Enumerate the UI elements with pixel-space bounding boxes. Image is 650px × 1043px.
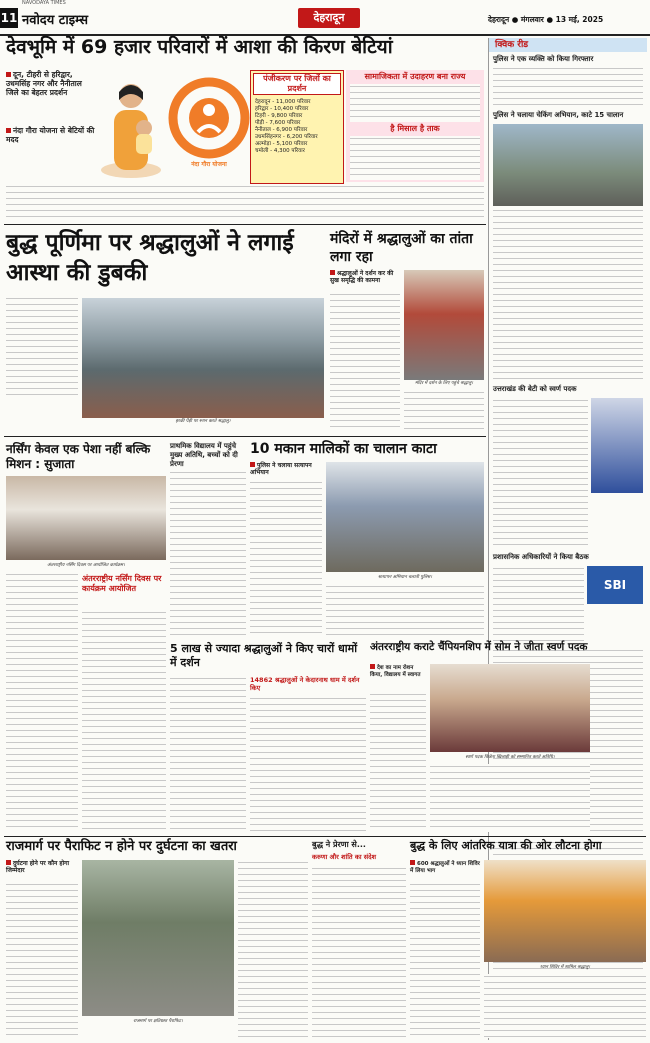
- buddha2-subhead: करुणा और शांति का संदेश: [312, 853, 377, 861]
- box-subtitle: है मिसाल है ताक: [390, 124, 440, 133]
- temples-caption: मंदिर में दर्शन के लिए पहुंचे श्रद्धालु।: [415, 381, 473, 386]
- buddha-photo: [82, 298, 324, 418]
- landlords-caption: सत्यापन अभियान चलाती पुलिस।: [378, 575, 432, 580]
- buddha2-headline: बुद्ध ने प्रेरणा से...: [312, 840, 366, 849]
- school-headline: प्राथमिक विद्यालय में पहुंचे मुख्य अतिथि, बच्चों को दी प्रेरणा: [170, 442, 238, 468]
- sidebar-body-4: [493, 566, 584, 646]
- temples-headline: मंदिरों में श्रद्धालुओं का तांता लगा रहा: [330, 231, 473, 265]
- district-row: पौड़ी - 7,600 परिवार: [255, 120, 301, 126]
- landlords-subhead: पुलिस ने चलाया सत्यापन अभियान: [250, 462, 312, 476]
- yatra-body-2: [484, 974, 646, 1038]
- buddha-caption: हरकी पैड़ी पर स्नान करते श्रद्धालु।: [175, 419, 231, 424]
- sidebar-item-3: उत्तराखंड की बेटी को स्वर्ण पदक: [493, 385, 577, 393]
- logo-caption: नंदा गौरा योजना: [191, 161, 227, 168]
- nursing-subhead: अंतरराष्ट्रीय नर्सिंग दिवस पर कार्यक्रम आयोजित: [82, 574, 162, 593]
- sidebar-body-3: [493, 398, 588, 548]
- buddha-headline: बुद्ध पूर्णिमा पर श्रद्धालुओं ने लगाई आस्था की डुबकी: [6, 230, 294, 286]
- karate-body: [370, 692, 426, 832]
- district-row: अल्मोड़ा - 5,100 परिवार: [255, 141, 308, 147]
- top-story-bullet-1: दून, टीहरी से हरिद्वार, उधमसिंह नगर और नैनीताल जिले का बेहतर प्रदर्शन: [6, 70, 82, 97]
- divider: [4, 436, 486, 437]
- landlords-body: [250, 480, 322, 638]
- karate-subhead: देश का नाम रोशन किया, विद्यालय में स्वागत: [370, 665, 421, 678]
- masthead: [0, 0, 650, 36]
- nursing-body-1: [6, 572, 78, 832]
- district-row: देहरादून - 11,000 परिवार: [255, 99, 311, 105]
- landlords-body-2: [326, 584, 484, 638]
- sidebar-photo-street: [493, 124, 643, 206]
- road-subhead: दुर्घटना होने पर कौन होगा जिम्मेदार: [6, 860, 70, 874]
- mother-illustration: [96, 70, 166, 180]
- dham-body-1: [170, 676, 246, 832]
- dham-headline: 5 लाख से ज्यादा श्रद्धालुओं ने किए चारों धामों में दर्शन: [170, 642, 358, 669]
- nursing-body-2: [82, 610, 166, 832]
- yatra-subhead: 600 श्रद्धालुओं ने ध्यान शिविर में लिया भाग: [410, 861, 480, 874]
- sidebar-item-1: पुलिस ने एक व्यक्ति को किया गिरफ्तार: [493, 55, 594, 63]
- road-caption: राजमार्ग पर क्षतिग्रस्त पैराफिट।: [133, 1019, 183, 1024]
- dateline: देहरादून ● मंगलवार ● 13 मई, 2025: [488, 15, 604, 24]
- sidebar-body-2: [493, 208, 643, 380]
- district-row: चमोली - 4,300 परिवार: [255, 148, 305, 154]
- nursing-photo: [6, 476, 166, 560]
- yatra-photo: [484, 860, 646, 962]
- road-headline: राजमार्ग पर पैराफिट न होने पर दुर्घटना का खतरा: [6, 839, 237, 854]
- registration-box: [250, 70, 344, 184]
- top-story-body: [6, 184, 484, 222]
- temples-subhead: श्रद्धालुओं ने दर्शन कर की सुख समृद्धि की कामना: [330, 270, 394, 284]
- yatra-headline: बुद्ध के लिए आंतरिक यात्रा की ओर लौटना होगा: [410, 839, 602, 852]
- box-title: सामाजिकता में उदाहरण बना राज्य: [364, 72, 466, 81]
- brand-tag: NAVODAYA TIMES: [22, 0, 66, 6]
- nursing-caption: अंतरराष्ट्रीय नर्सिंग दिवस पर आयोजित कार्यक्रम।: [47, 563, 125, 568]
- karate-photo: [430, 664, 590, 752]
- sidebar-photo-athlete: [591, 398, 643, 493]
- sbi-logo: SBI: [587, 566, 643, 604]
- district-row: हरिद्वार - 10,400 परिवार: [255, 106, 309, 112]
- road-body-2: [238, 860, 308, 1038]
- sidebar-title: क्विक रीड: [489, 38, 647, 52]
- district-row: टिहरी - 9,800 परिवार: [255, 113, 303, 119]
- dham-subhead: 14862 श्रद्धालुओं ने केदारनाथ धाम में दर्शन किए: [250, 676, 360, 692]
- temples-body-2: [404, 390, 484, 432]
- dham-body-2: [250, 696, 366, 832]
- karate-body-2: [430, 764, 590, 832]
- divider: [4, 224, 486, 225]
- brand-name: नवोदय टाइम्स: [22, 13, 89, 28]
- temples-body-1: [330, 292, 400, 432]
- district-row: नैनीताल - 6,900 परिवार: [255, 127, 308, 133]
- box-body-2: [350, 136, 480, 180]
- top-story-box: [346, 70, 484, 182]
- box-body: [350, 84, 480, 122]
- yatra-caption: ध्यान शिविर में शामिल श्रद्धालु।: [540, 965, 590, 970]
- school-body-1: [170, 470, 246, 638]
- landlords-headline: 10 मकान मालिकों का चालान काटा: [250, 441, 437, 457]
- sidebar-item-4: प्रशासनिक अधिकारियों ने किया बैठक: [493, 553, 589, 561]
- top-story-bullet-2: नंदा गौरा योजना से बेटियों की मदद: [6, 126, 95, 144]
- nanda-gaura-logo: [168, 68, 250, 172]
- nursing-headline: नर्सिंग केवल एक पेशा नहीं बल्कि मिशन : सुजाता: [6, 442, 151, 471]
- sidebar-item-2: पुलिस ने चलाया चेकिंग अभियान, काटे 15 चालान: [493, 111, 624, 119]
- section-label: देहरादून: [298, 8, 360, 28]
- yatra-body-1: [410, 882, 480, 1038]
- top-story-headline: देवभूमि में 69 हजार परिवारों में आशा की किरण बेटियां: [6, 36, 393, 58]
- karate-headline: अंतरराष्ट्रीय कराटे चैंपियनशिप में सोम ने जीता स्वर्ण पदक: [370, 641, 588, 653]
- page-number: 11: [0, 8, 18, 28]
- karate-caption: स्वर्ण पदक विजेता खिलाड़ी को सम्मानित करते अतिथि।: [465, 755, 555, 760]
- temples-photo: [404, 270, 484, 380]
- divider: [4, 836, 646, 837]
- district-row: उधमसिंहनगर - 6,200 परिवार: [255, 134, 318, 140]
- sidebar-body-1: [493, 66, 643, 108]
- road-body-1: [6, 882, 78, 1038]
- buddha-body: [6, 296, 78, 396]
- registration-title: पंजीकरण पर जिलों का प्रदर्शन: [253, 73, 341, 95]
- landlords-photo: [326, 462, 484, 572]
- road-photo: [82, 860, 234, 1016]
- buddha2-body: [312, 866, 406, 1038]
